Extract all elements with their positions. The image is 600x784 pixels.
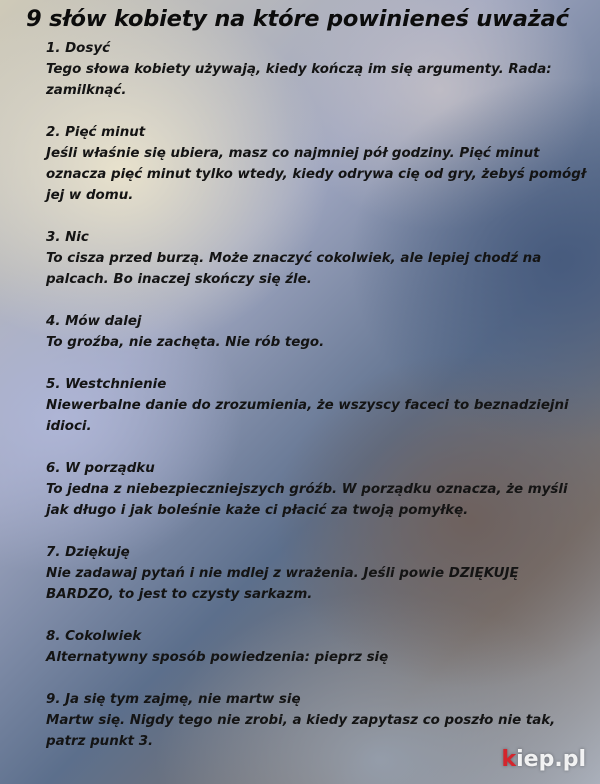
site-watermark [502, 747, 587, 772]
item-heading: 4. Mów dalej [46, 314, 142, 329]
watermark-rest: iep.pl [516, 747, 586, 772]
item-heading: 1. Dosyć [46, 41, 111, 56]
page-title: 9 słów kobiety na które powinieneś uważać [26, 6, 569, 32]
item-text: Jeśli właśnie się ubiera, masz co najmniej pół godziny. Pięć minut oznacza pięć minut tylko wtedy, kiedy odrywa cię od gry, żebyś pomógł jej w domu. [46, 146, 586, 203]
watermark-accent: k [501, 747, 517, 772]
item-text: Alternatywny sposób powiedzenia: pieprz się [46, 650, 389, 665]
item-heading: 9. Ja się tym zajmę, nie martw się [46, 692, 301, 707]
list-item [46, 122, 586, 206]
item-heading: 2. Pięć minut [46, 125, 146, 140]
item-heading: 5. Westchnienie [46, 377, 167, 392]
item-text: To groźba, nie zachęta. Nie rób tego. [46, 335, 325, 350]
item-text: To jedna z niebezpieczniejszych gróźb. W porządku oznacza, że myśli jak długo i jak boleśnie każe ci płacić za twoją pomyłkę. [46, 482, 568, 518]
item-text: Niewerbalne danie do zrozumienia, że wszyscy faceci to beznadziejni idioci. [46, 398, 569, 434]
list-item [46, 311, 586, 353]
list-item [46, 689, 586, 752]
content-list [46, 38, 586, 773]
item-text: Tego słowa kobiety używają, kiedy kończą im się argumenty. Rada: zamilknąć. [46, 62, 552, 98]
list-item [46, 227, 586, 290]
item-text: Nie zadawaj pytań i nie mdlej z wrażenia. Jeśli powie DZIĘKUJĘ BARDZO, to jest to czysty sarkazm. [46, 566, 519, 602]
list-item [46, 458, 586, 521]
item-heading: 8. Cokolwiek [46, 629, 142, 644]
item-text: Martw się. Nigdy tego nie zrobi, a kiedy zapytasz co poszło nie tak, patrz punkt 3. [46, 713, 556, 749]
item-heading: 6. W porządku [46, 461, 155, 476]
item-heading: 3. Nic [46, 230, 89, 245]
list-item [46, 542, 586, 605]
list-item [46, 38, 586, 101]
list-item [46, 626, 586, 668]
list-item [46, 374, 586, 437]
item-heading: 7. Dziękuję [46, 545, 130, 560]
item-text: To cisza przed burzą. Może znaczyć cokolwiek, ale lepiej chodź na palcach. Bo inaczej skończy się źle. [46, 251, 542, 287]
